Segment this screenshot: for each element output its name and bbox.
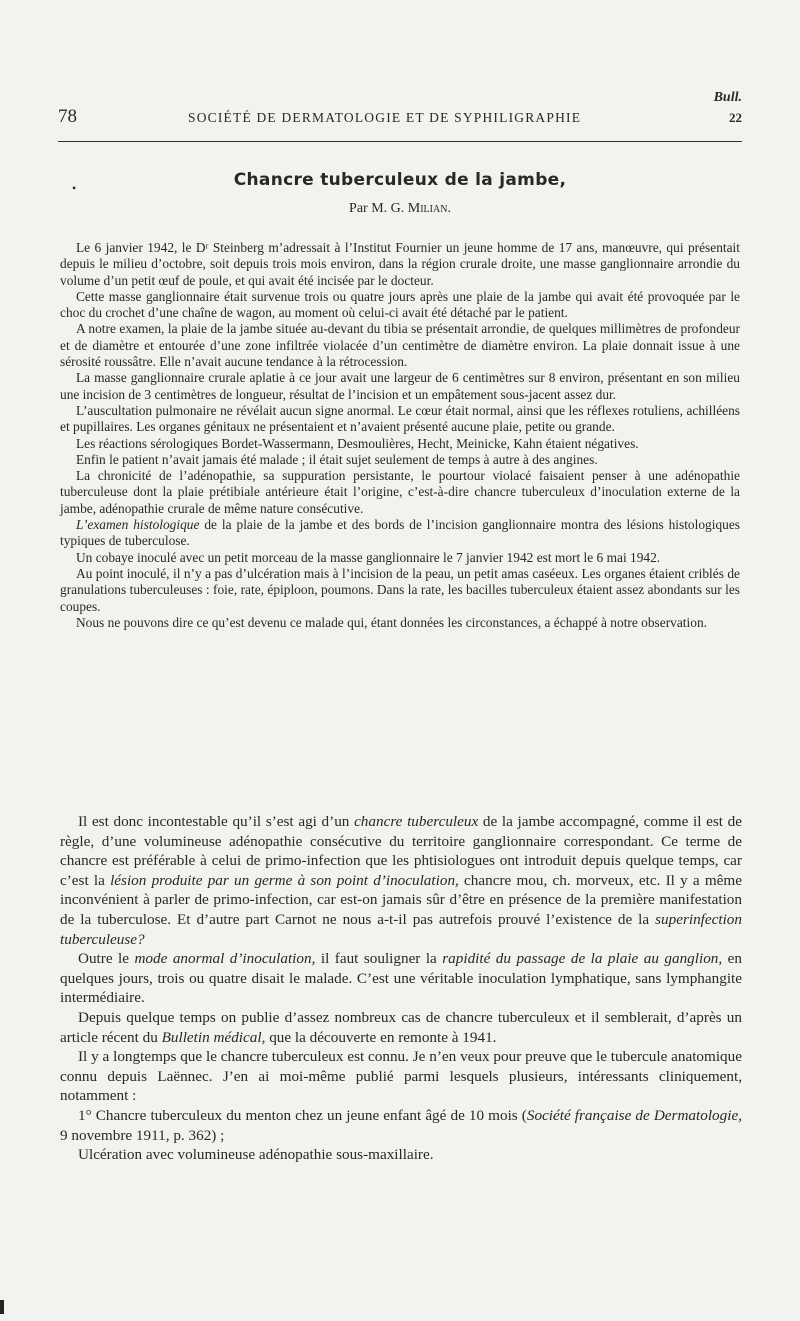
text-run: Depuis quelque temps on publie d’assez nombreux cas de chancre tuberculeux et il semblerait, d’après un article récent du (60, 1008, 742, 1046)
text-run: chancre mou, ch. morveux, etc. Il y a même inconvénient à parler de primo-infection, car est-on jamais sûr d’être en présence de la première manifestation de la tuberculose. Et d’autre part Carnot ne nous a-t-il pas autrefois prouvé l’existence de la (60, 871, 742, 928)
case-paragraph: La masse ganglionnaire crurale aplatie à ce jour avait une largeur de 6 centimètres sur 8 environ, présentant en son milieu une incision de 3 centimètres de longueur, résultat de l’incision et un empâtement sous-jacent assez dur. (60, 370, 740, 402)
discussion-paragraph (60, 949, 742, 1008)
histology-term: L’examen histologique (76, 517, 200, 533)
running-head (58, 90, 742, 130)
emphasis: chancre tuberculeux (354, 813, 479, 830)
case-paragraph: Enfin le patient n’avait jamais été malade ; il était sujet seulement de temps à autre à des angines. (76, 451, 598, 467)
discussion-paragraph (60, 1008, 742, 1047)
case-report (60, 240, 740, 631)
emphasis: lésion produite par un germe à son point d’inoculation, (110, 871, 459, 889)
page-number: 78 (58, 106, 77, 127)
reference-item: Ulcération avec volumineuse adénopathie sous-maxillaire. (78, 1146, 434, 1164)
case-paragraph: L’auscultation pulmonaire ne révélait aucun signe anormal. Le cœur était normal, ainsi que les réflexes rotuliens, achilléens et pupillaires. Les organes génitaux ne présentaient et n’avaient présenté aucune plaie, petite ou grande. (60, 402, 740, 435)
text-run: de la jambe accompagné, comme il est de règle, d’une volumineuse adénopathie consécutive du territoire ganglionnaire correspondant. Ce terme de chancre est préférable à celui de primo-infection que les phtisiologues ont introduit depuis quelque temps, car c’est la (60, 813, 742, 889)
emphasis: superinfection tuberculeuse? (60, 910, 742, 948)
case-paragraph: Le 6 janvier 1942, le Dʳ Steinberg m’adressait à l’Institut Fournier un jeune homme de 17 ans, manœuvre, qui présentait depuis le milieu d’octobre, soit depuis trois mois environ, dans la région crurale droite, une masse ganglionnaire arrondie du volume d’un petit œuf de poule, et qui avait été incisée par le docteur. (60, 240, 740, 288)
journal-title: SOCIÉTÉ DE DERMATOLOGIE ET DE SYPHILIGRAPHIE (188, 110, 582, 125)
text-run: Outre le (78, 950, 135, 968)
article-byline (0, 201, 800, 217)
text-run: 1° Chancre tuberculeux du menton chez un jeune enfant âgé de 10 mois ( (78, 1106, 527, 1124)
emphasis: mode anormal d’inoculation, (134, 950, 316, 968)
text-run: en quelques jours, trois ou quatre disait le malade. C’est une véritable inoculation lymphatique, sans lymphangite intermédiaire. (60, 950, 742, 1007)
bulletin-number: 22 (729, 110, 742, 125)
case-paragraph: Un cobaye inoculé avec un petit morceau de la masse ganglionnaire le 7 janvier 1942 est mort le 6 mai 1942. (76, 549, 661, 565)
text-run: Il est donc incontestable qu’il s’est agi d’un (78, 813, 355, 830)
case-paragraph: Les réactions sérologiques Bordet-Wassermann, Desmoulières, Hecht, Meinicke, Kahn étaient négatives. (76, 435, 639, 451)
discussion-paragraph (60, 812, 742, 949)
reference-item (60, 1106, 742, 1145)
text-run: il faut souligner la (315, 950, 443, 968)
case-paragraph: Au point inoculé, il n’y a pas d’ulcération mais à l’incision de la peau, un petit amas caséeux. Les organes étaient criblés de granulations tuberculeuses : foie, rate, épiploon, poumons. Dans la rate, les bacilles tuberculeux étaient assez abondants sur les coupes. (60, 565, 740, 614)
case-paragraph: A notre examen, la plaie de la jambe située au-devant du tibia se présentait arrondie, de quelques millimètres de profondeur et de diamètre et entourée d’une zone infiltrée violacée d’un centimètre de diamètre environ. La plaie donnait issue à une sérosité roussâtre. Elle n’avait aucune tendance à la rétrocession. (60, 321, 740, 370)
byline-prefix: Par M. G. (349, 201, 408, 216)
author-name: Milian. (407, 201, 451, 216)
bulletin-label: Bull. (713, 90, 742, 105)
discussion (60, 812, 742, 1165)
emphasis: Société française de Dermatologie, (526, 1106, 742, 1124)
histology-text: de la plaie de la jambe et des bords de l’incision ganglionnaire montra des lésions histologiques typiques de tuberculose. (60, 517, 740, 549)
bulletin-marker (714, 88, 742, 128)
text-run: que la découverte en remonte à 1941. (265, 1028, 497, 1046)
case-paragraph: Nous ne pouvons dire ce qu’est devenu ce malade qui, étant données les circonstances, a échappé à notre observation. (76, 614, 707, 630)
histology-paragraph (60, 517, 740, 550)
emphasis: Bulletin médical, (161, 1028, 266, 1046)
scan-edge-mark (0, 1300, 4, 1314)
emphasis: rapidité du passage de la plaie au ganglion, (442, 950, 723, 968)
text-run: 9 novembre 1911, p. 362) ; (60, 1126, 225, 1144)
margin-dot: • (72, 181, 77, 195)
case-paragraph: La chronicité de l’adénopathie, sa suppuration persistante, le pourtour violacé faisaient penser à une adénopathie tuberculeuse dont la plaie prétibiale antérieure était l’origine, c’est-à-dire chancre tuberculeux d’inoculation externe de la jambe, adénopathie crurale de même nature consécutive. (60, 468, 740, 516)
discussion-paragraph: Il y a longtemps que le chancre tuberculeux est connu. Je n’en veux pour preuve que le tubercule anatomique connu depuis Laënnec. J’en ai moi-même publié parmi lesquels plusieurs, intéressants cliniquement, notamment : (60, 1048, 742, 1105)
article-title: Chancre tuberculeux de la jambe, (233, 170, 567, 190)
header-rule (58, 141, 742, 142)
case-paragraph: Cette masse ganglionnaire était survenue trois ou quatre jours après une plaie de la jambe qui avait été provoquée par le choc du crochet d’une chaîne de wagon, au moment où celui-ci avait été détaché par le patient. (60, 288, 740, 321)
